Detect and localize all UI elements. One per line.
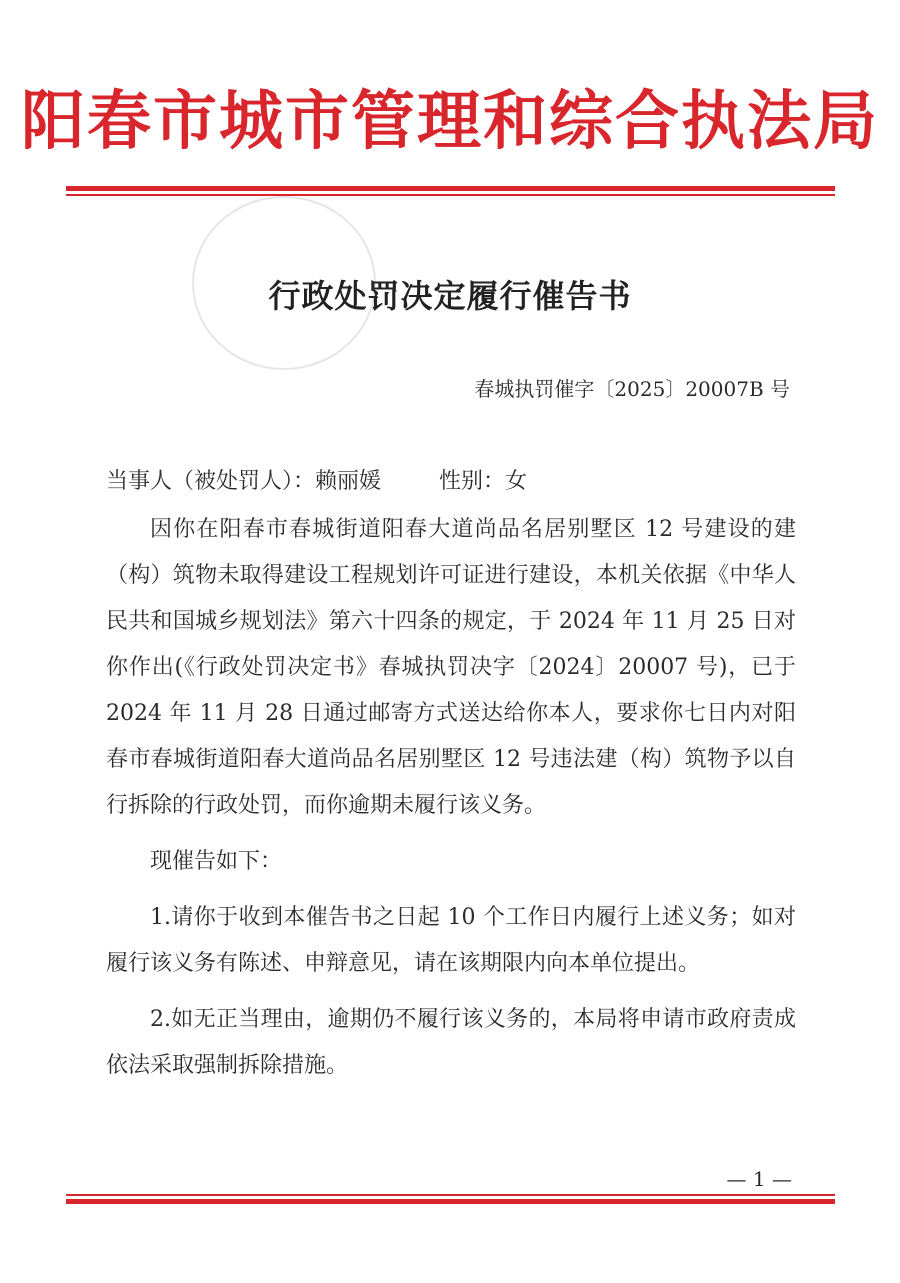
body-paragraph-item-2: 2.如无正当理由，逾期仍不履行该义务的，本局将申请市政府责成依法采取强制拆除措施。 [106,1007,796,1078]
header-divider-thin [66,194,835,196]
page-number: — 1 — [726,1167,792,1191]
body-paragraph-item-1: 1.请你于收到本催告书之日起 10 个工作日内履行上述义务；如对履行该义务有陈述、申辩意见，请在该期限内向本单位提出。 [106,905,796,976]
footer-divider-thin [66,1194,835,1196]
document-body [106,507,796,1089]
body-paragraph-notice: 现催告如下： [150,849,283,874]
party-name: 赖丽媛 [315,469,382,494]
footer-divider-thick [66,1199,835,1204]
party-info [106,465,527,499]
header-divider-thick [66,186,835,191]
document-number: 春城执罚催字〔2025〕20007B 号 [474,377,790,401]
document-title: 行政处罚决定履行催告书 [268,277,632,315]
party-label: 当事人（被处罚人）： [106,469,316,494]
gender-label: 性别： [439,469,506,494]
body-paragraph-facts: 因你在阳春市春城街道阳春大道尚品名居别墅区 12 号建设的建（构）筑物未取得建设工程规划许可证进行建设，本机关依据《中华人民共和国城乡规划法》第六十四条的规定，于 2024 年 11 月 25 日对你作出(《行政处罚决定书》春城执罚决字〔2024〕20007 号)，已于 2024 年 11 月 28 日通过邮寄方式送达给你本人，要求你七日内对阳春市春城街道阳春大道尚品名居别墅区 12 号违法建（构）筑物予以自行拆除的行政处罚，而你逾期未履行该义务。 [106,517,796,818]
gender-value: 女 [505,469,528,494]
agency-header: 阳春市城市管理和综合执法局 [21,84,879,159]
